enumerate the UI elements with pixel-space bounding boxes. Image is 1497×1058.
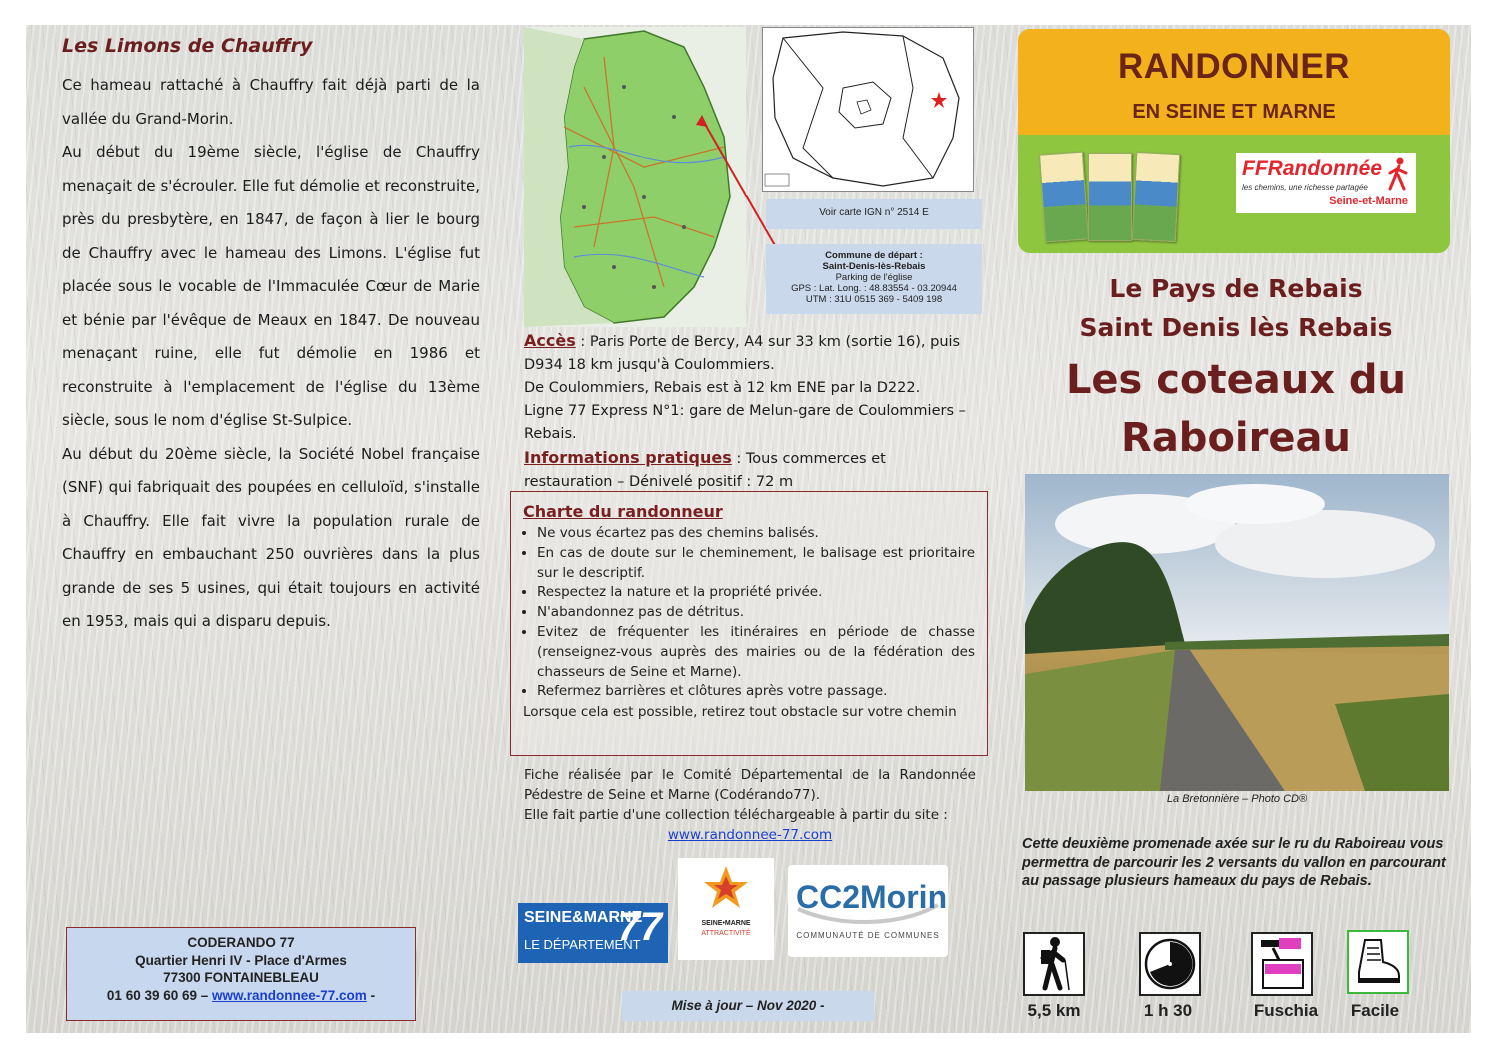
region-map [762, 27, 974, 192]
marking-color-value: Fuschia [1253, 1001, 1319, 1020]
section-title: Les Limons de Chauffry [62, 35, 313, 57]
start-gps: GPS : Lat. Long. : 48.83554 - 03.20944 [791, 283, 957, 294]
boot-icon [1347, 930, 1409, 994]
distance-value: 5,5 km [1027, 1001, 1081, 1020]
ffrandonnee-logo [1236, 153, 1416, 213]
difficulty-value: Facile [1350, 1001, 1400, 1020]
start-info-box [766, 244, 982, 314]
departement-map [524, 27, 746, 327]
list-item: • Refermez barrières et clôtures après votre passage. [537, 682, 975, 702]
charter-list [523, 524, 975, 702]
access-label: Accès [524, 331, 576, 350]
left-column [62, 35, 480, 639]
list-item: • N'abandonnez pas de détritus. [537, 603, 975, 623]
banner-title: RANDONNER [1118, 47, 1350, 86]
start-parking: Parking de l'église [835, 272, 913, 283]
address-box [66, 927, 416, 1021]
info-label: Informations pratiques [524, 448, 732, 467]
star-logo-icon [678, 858, 774, 918]
cc2morin-logo [788, 865, 948, 957]
address-suffix: - [366, 987, 376, 1003]
address-line2: 77300 FONTAINEBLEAU [163, 970, 319, 985]
list-item: • Ne vous écartez pas des chemins balisés. [537, 524, 975, 544]
hike-title [1020, 351, 1452, 467]
ffr-region: Seine-et-Marne [1329, 195, 1408, 207]
address-phone: 01 60 39 60 69 – [106, 987, 213, 1003]
logo-attr-line1: SEINE•MARNE [701, 920, 751, 927]
access-section [524, 329, 976, 494]
guide-book [1132, 152, 1181, 242]
address-line1: Quartier Henri IV - Place d'Armes [135, 952, 347, 968]
logo-sm-number: 77 [617, 905, 662, 949]
start-title: Commune de départ : [825, 250, 923, 261]
logo-cc-name: CC2Morin [796, 879, 948, 915]
website-link[interactable]: www.randonnee-77.com [667, 827, 833, 843]
ffr-name: FFRandonnée [1242, 157, 1382, 180]
paragraph: Ce hameau rattaché à Chauffry fait déjà parti de la vallée du Grand-Morin. [62, 76, 480, 128]
address-contact [67, 987, 415, 1005]
seine-et-marne-logo [518, 903, 668, 963]
start-town: Saint-Denis-lès-Rebais [822, 261, 926, 272]
landscape-photo [1025, 474, 1449, 791]
region-map-graphic [763, 28, 973, 191]
list-item: • Evitez de fréquenter les itinéraires en période de chasse (renseignez-vous auprès des mairies ou de la fédération des chasseurs de Seine et Marne). [537, 623, 975, 682]
address-name: CODERANDO 77 [187, 935, 295, 950]
credits-text: Fiche réalisée par le Comité Départemental de la Randonnée Pédestre de Seine et Marne (Codérando77). [524, 767, 976, 803]
area-heading [1020, 269, 1452, 347]
map-graphic [524, 27, 746, 327]
walker-red-icon [1388, 157, 1410, 191]
logo-sm-name: SEINE&MARNE [524, 909, 643, 926]
start-utm: UTM : 31U 0515 369 - 5409 198 [805, 294, 943, 305]
access-text: : Paris Porte de Bercy, A4 sur 33 km (sortie 16), puis D934 18 km jusqu'à Coulommiers. [524, 334, 961, 373]
brochure-page [26, 25, 1471, 1033]
ign-map-ref: Voir carte IGN n° 2514 E [766, 199, 982, 229]
hiker-charter-box [510, 491, 988, 756]
list-item: • Respectez la nature et la propriété privée. [537, 583, 975, 603]
logo-cc-sub: COMMUNAUTÉ DE COMMUNES [796, 931, 940, 940]
logo-sm-sub: LE DÉPARTEMENT [524, 937, 641, 952]
list-item: • En cas de doute sur le cheminement, le balisage est prioritaire sur le descriptif. [537, 544, 975, 584]
banner-subtitle: EN SEINE ET MARNE [1132, 101, 1336, 123]
ffr-slogan: les chemins, une richesse partagée [1242, 183, 1368, 192]
randonner-banner [1018, 29, 1450, 253]
paragraph: Au début du 20ème siècle, la Société Nobel française (SNF) qui fabriquait des poupées en celluloïd, s'installe à Chauffry. Elle fait vivre la population rurale de Chauffry en embauchant 250 ouvrières dans la plus grande de ses 5 usines, qui était toujours en activité en 1953, mais qui a disparu depuis. [62, 444, 480, 630]
credits-section [524, 765, 976, 845]
clock-icon [1139, 932, 1201, 996]
paragraph: Au début du 19ème siècle, l'église de Chauffry menaçait de s'écrouler. Elle fut démolie et reconstruite, près du presbytère, en 1847, de façon à lier le bourg de Chauffry avec le hameau des Limons. L'église fut placée sous le vocable de l'Immaculée Cœur de Marie et bénie par l'évêque de Meaux en 1847. De nouveau menaçant ruine, elle fut démolie en 1986 et reconstruite à l'emplacement de l'église du 13ème siècle, sous le nom d'église St-Sulpice. [62, 143, 480, 429]
hiker-icon [1023, 932, 1085, 996]
update-date: Mise à jour – Nov 2020 - [622, 991, 874, 1021]
photo-caption: La Bretonnière – Photo CD® [1166, 793, 1308, 805]
landscape-photo-graphic [1025, 474, 1449, 791]
credits-text-2: Elle fait partie d'une collection téléchargeable à partir du site : [524, 807, 948, 823]
attractivite-logo [678, 858, 774, 960]
access-line2: De Coulommiers, Rebais est à 12 km ENE par la D222. [524, 380, 921, 396]
access-line3: Ligne 77 Express N°1: gare de Melun-gare de Coulommiers – Rebais. [524, 403, 966, 442]
charter-title: Charte du randonneur [523, 502, 723, 521]
guide-book [1039, 152, 1089, 243]
info-text: : Tous commerces et restauration – Dénivelé positif : 72 m [524, 451, 886, 490]
guide-books [1042, 153, 1212, 241]
duration-value: 1 h 30 [1143, 1001, 1193, 1020]
paint-marking-icon [1251, 932, 1313, 996]
hike-title-line2: Raboireau [1121, 415, 1351, 461]
guide-book [1088, 153, 1132, 241]
area-name: Le Pays de Rebais [1109, 274, 1363, 303]
logo-attr-line2: ATTRACTIVITÉ [701, 930, 751, 937]
charter-closing: Lorsque cela est possible, retirez tout obstacle sur votre chemin [523, 704, 957, 721]
commune-name: Saint Denis lès Rebais [1079, 313, 1393, 342]
website-link[interactable]: www.randonnee-77.com [212, 987, 367, 1003]
hike-title-line1: Les coteaux du [1065, 357, 1407, 403]
hike-description: Cette deuxième promenade axée sur le ru du Raboireau vous permettra de parcourir les 2 versants du vallon en parcourant au passage plusieurs hameaux du pays de Rebais. [1022, 836, 1446, 889]
